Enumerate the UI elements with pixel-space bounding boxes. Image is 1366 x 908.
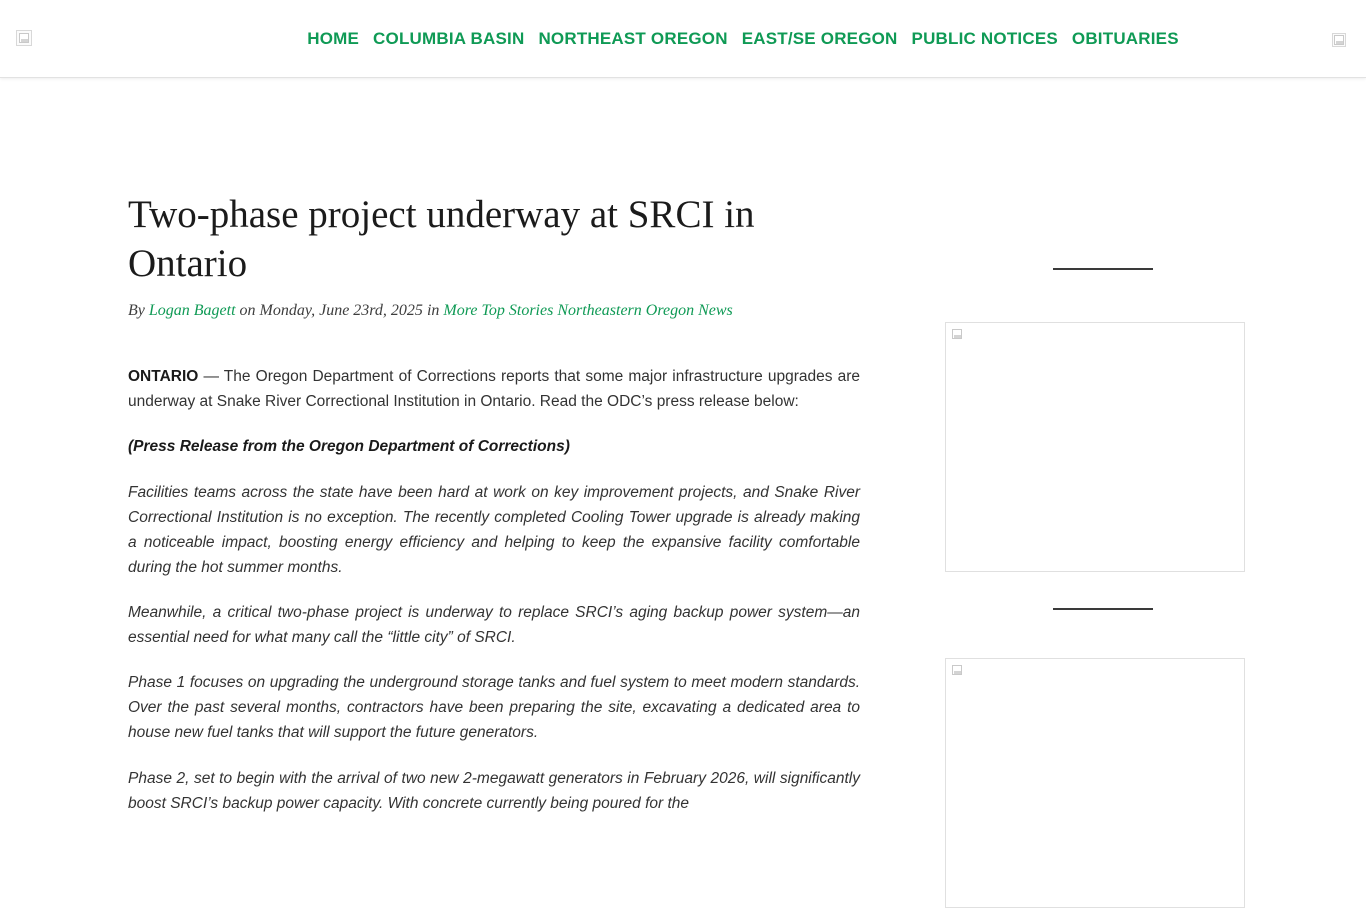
- article-paragraph: Phase 1 focuses on upgrading the underground storage tanks and fuel system to meet modern standards. Over the past several months, contractors have been preparing the site, excavating a dedicated area to house new fuel tanks that will support the future generators.: [128, 674, 860, 742]
- nav-item-northeast-oregon[interactable]: NORTHEAST OREGON: [538, 28, 728, 48]
- byline-categories-link[interactable]: More Top Stories Northeastern Oregon News: [443, 302, 733, 320]
- article-paragraph: Facilities teams across the state have been hard at work on key improvement projects, and Snake River Correctional Institution is no exception. The recently completed Cooling Tower upgrade is already making a noticeable impact, boosting energy efficiency and helping to keep the expansive facility comfortable during the hot summer months.: [128, 483, 860, 576]
- page-title: Two-phase project underway at SRCI in Ontario: [128, 193, 755, 286]
- sidebar-divider: [1053, 608, 1153, 610]
- byline-author-link[interactable]: Logan Bagett: [148, 302, 236, 320]
- broken-image-icon: [952, 329, 962, 339]
- broken-image-icon: [19, 33, 29, 43]
- nav-item-obituaries[interactable]: OBITUARIES: [1071, 28, 1179, 48]
- nav-item-columbia-basin[interactable]: COLUMBIA BASIN: [373, 28, 525, 48]
- article-body: [128, 364, 860, 816]
- site-header: [0, 0, 1366, 78]
- article-dateline: ONTARIO: [128, 368, 199, 386]
- sidebar-spacer: [945, 572, 1260, 608]
- page-content: [0, 78, 1366, 908]
- sidebar-divider: [1053, 268, 1153, 270]
- byline: [128, 302, 860, 320]
- site-logo[interactable]: [16, 30, 32, 46]
- header-right-image[interactable]: [1332, 33, 1346, 47]
- article-lead-paragraph: [128, 364, 860, 414]
- main-navigation: [187, 29, 1179, 49]
- nav-item-home[interactable]: HOME: [307, 28, 360, 48]
- sidebar: [860, 190, 1260, 908]
- nav-item-east-se-oregon[interactable]: EAST/SE OREGON: [741, 28, 898, 48]
- byline-in-label: in: [426, 302, 440, 320]
- byline-on-label: on: [239, 302, 256, 320]
- article-column: [128, 190, 860, 908]
- byline-date: Monday, June 23rd, 2025: [259, 302, 423, 320]
- broken-image-icon: [1334, 35, 1344, 45]
- article-lead-text: — The Oregon Department of Corrections reports that some major infrastructure upgrades are underway at Snake River Correctional Institution in Ontario. Read the ODC’s press release below:: [128, 368, 860, 411]
- article-paragraph: Meanwhile, a critical two-phase project is underway to replace SRCI’s aging backup power system—an essential need for what many call the “little city” of SRCI.: [128, 604, 860, 647]
- broken-image-icon: [952, 665, 962, 675]
- sidebar-ad-slot-2[interactable]: [945, 658, 1245, 908]
- press-release-note: (Press Release from the Oregon Department of Corrections): [128, 438, 570, 456]
- article-paragraph: Phase 2, set to begin with the arrival of two new 2-megawatt generators in February 2026, will significantly boost SRCI’s backup power capacity. With concrete currently being poured for the: [128, 769, 860, 812]
- byline-by-label: By: [128, 302, 145, 320]
- nav-item-public-notices[interactable]: PUBLIC NOTICES: [911, 28, 1058, 48]
- sidebar-ad-slot-1[interactable]: [945, 322, 1245, 572]
